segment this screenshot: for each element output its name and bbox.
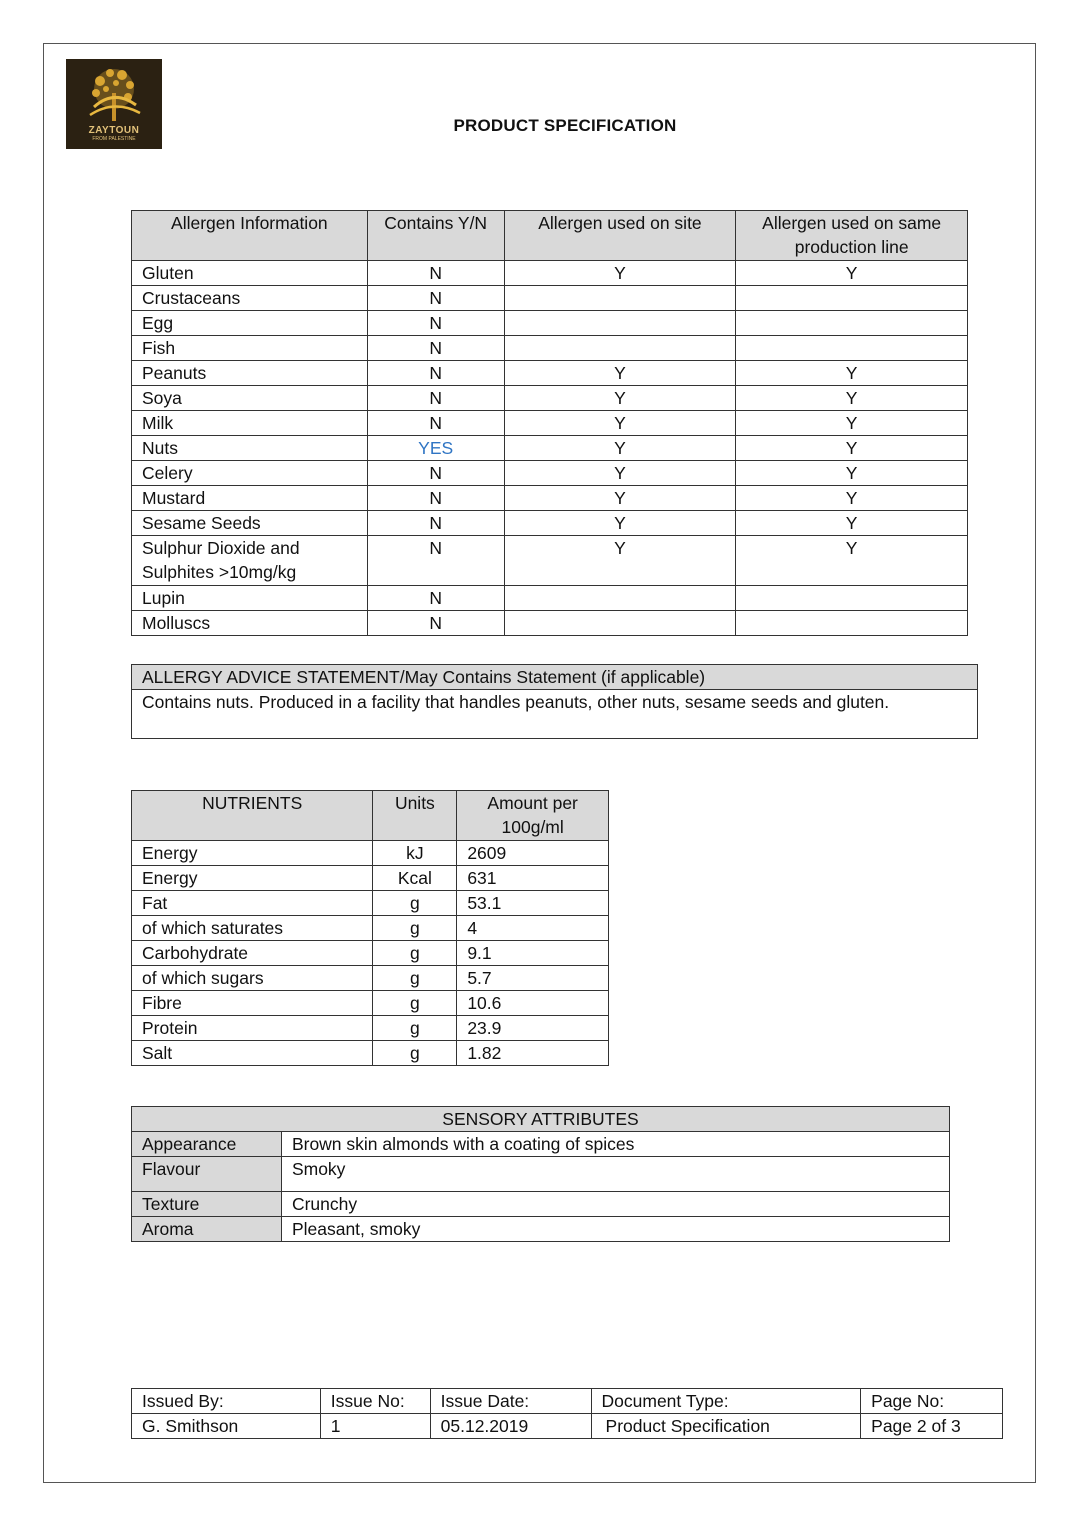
allergen-line (736, 311, 968, 336)
nutrient-amount: 4 (457, 916, 609, 941)
nutrient-amount: 9.1 (457, 941, 609, 966)
nutrient-unit: g (373, 1016, 457, 1041)
nutrient-unit: g (373, 991, 457, 1016)
allergen-site: Y (504, 411, 736, 436)
nutrient-unit: g (373, 916, 457, 941)
sensory-attr: Aroma (132, 1217, 282, 1242)
allergen-line: Y (736, 461, 968, 486)
table-row (132, 841, 609, 866)
table-row (132, 941, 609, 966)
allergen-contains: N (367, 586, 504, 611)
table-row (132, 1192, 950, 1217)
allergen-contains: N (367, 386, 504, 411)
allergen-contains: N (367, 261, 504, 286)
sensory-value: Brown skin almonds with a coating of spices (281, 1132, 949, 1157)
allergen-contains: YES (367, 436, 504, 461)
sensory-attr: Appearance (132, 1132, 282, 1157)
nutrient-name: of which sugars (132, 966, 373, 991)
nutrient-amount: 10.6 (457, 991, 609, 1016)
footer-page-no: Page 2 of 3 (861, 1414, 1003, 1439)
logo-subtext: FROM PALESTINE (92, 136, 136, 142)
nutrient-amount: 23.9 (457, 1016, 609, 1041)
nutrient-name: Salt (132, 1041, 373, 1066)
allergen-contains: N (367, 511, 504, 536)
table-row (132, 411, 968, 436)
nutrient-name: Energy (132, 866, 373, 891)
allergy-advice-text: Contains nuts. Produced in a facility that handles peanuts, other nuts, sesame seeds and gluten. (132, 690, 978, 739)
logo-text: ZAYTOUN (88, 125, 140, 136)
table-row (132, 261, 968, 286)
footer-issue-date: 05.12.2019 (430, 1414, 591, 1439)
allergen-site: Y (504, 461, 736, 486)
allergen-site: Y (504, 511, 736, 536)
nutrients-table (131, 790, 609, 1066)
allergen-name: Celery (132, 461, 368, 486)
nutrient-name: of which saturates (132, 916, 373, 941)
allergen-contains: N (367, 286, 504, 311)
nutrient-name: Energy (132, 841, 373, 866)
allergen-site (504, 336, 736, 361)
allergen-name: Sulphur Dioxide and Sulphites >10mg/kg (132, 536, 368, 586)
nutrient-unit: g (373, 966, 457, 991)
table-row (132, 1217, 950, 1242)
table-row (132, 461, 968, 486)
allergen-contains: N (367, 486, 504, 511)
allergen-contains: N (367, 411, 504, 436)
nutrients-header-name: NUTRIENTS (132, 791, 373, 841)
allergen-site: Y (504, 361, 736, 386)
table-row (132, 1157, 950, 1192)
nutrient-name: Fibre (132, 991, 373, 1016)
allergen-name: Soya (132, 386, 368, 411)
allergen-name: Lupin (132, 586, 368, 611)
allergen-site: Y (504, 536, 736, 586)
table-row (132, 336, 968, 361)
nutrient-unit: g (373, 891, 457, 916)
allergen-site (504, 311, 736, 336)
table-row (132, 286, 968, 311)
allergen-name: Gluten (132, 261, 368, 286)
allergen-header-contains: Contains Y/N (367, 211, 504, 261)
table-row (132, 486, 968, 511)
footer-label-document-type: Document Type: (591, 1389, 861, 1414)
allergen-line (736, 611, 968, 636)
table-row (132, 991, 609, 1016)
allergen-site: Y (504, 486, 736, 511)
allergen-site (504, 286, 736, 311)
allergen-line: Y (736, 411, 968, 436)
allergen-line: Y (736, 261, 968, 286)
table-row (132, 916, 609, 941)
allergen-name: Peanuts (132, 361, 368, 386)
sensory-header: SENSORY ATTRIBUTES (132, 1107, 950, 1132)
allergen-name: Fish (132, 336, 368, 361)
table-row (132, 1016, 609, 1041)
allergen-contains: N (367, 336, 504, 361)
page-title: PRODUCT SPECIFICATION (453, 116, 677, 135)
footer-issued-by: G. Smithson (132, 1414, 321, 1439)
allergen-site (504, 586, 736, 611)
table-row (132, 586, 968, 611)
table-row (132, 311, 968, 336)
allergen-line (736, 586, 968, 611)
allergen-name: Molluscs (132, 611, 368, 636)
allergen-name: Milk (132, 411, 368, 436)
allergen-line: Y (736, 486, 968, 511)
table-row (132, 1041, 609, 1066)
allergen-name: Mustard (132, 486, 368, 511)
sensory-value: Pleasant, smoky (281, 1217, 949, 1242)
nutrient-unit: Kcal (373, 866, 457, 891)
nutrients-header-amount: Amount per 100g/ml (457, 791, 609, 841)
allergen-name: Sesame Seeds (132, 511, 368, 536)
allergen-site (504, 611, 736, 636)
allergen-line: Y (736, 536, 968, 586)
nutrient-name: Fat (132, 891, 373, 916)
table-row (132, 891, 609, 916)
allergy-advice-header: ALLERGY ADVICE STATEMENT/May Contains Statement (if applicable) (132, 665, 978, 690)
sensory-attr: Flavour (132, 1157, 282, 1192)
table-row (132, 611, 968, 636)
allergen-contains: N (367, 611, 504, 636)
allergen-header-line: Allergen used on same production line (736, 211, 968, 261)
footer-label-issue-date: Issue Date: (430, 1389, 591, 1414)
allergy-advice-table (131, 664, 978, 739)
nutrient-name: Protein (132, 1016, 373, 1041)
sensory-value: Crunchy (281, 1192, 949, 1217)
nutrient-amount: 1.82 (457, 1041, 609, 1066)
allergen-line (736, 286, 968, 311)
allergen-name: Crustaceans (132, 286, 368, 311)
table-row (132, 866, 609, 891)
document-footer-table (131, 1388, 1003, 1439)
allergen-site: Y (504, 261, 736, 286)
nutrient-unit: g (373, 941, 457, 966)
sensory-attr: Texture (132, 1192, 282, 1217)
sensory-value: Smoky (281, 1157, 949, 1192)
nutrient-unit: kJ (373, 841, 457, 866)
allergen-line: Y (736, 386, 968, 411)
allergen-contains: N (367, 361, 504, 386)
allergen-name: Nuts (132, 436, 368, 461)
nutrient-amount: 5.7 (457, 966, 609, 991)
allergen-name: Egg (132, 311, 368, 336)
nutrient-amount: 631 (457, 866, 609, 891)
footer-label-issued-by: Issued By: (132, 1389, 321, 1414)
nutrient-amount: 2609 (457, 841, 609, 866)
allergen-line (736, 336, 968, 361)
footer-document-type: Product Specification (591, 1414, 861, 1439)
nutrient-name: Carbohydrate (132, 941, 373, 966)
footer-label-issue-no: Issue No: (320, 1389, 430, 1414)
table-row (132, 361, 968, 386)
allergen-site: Y (504, 436, 736, 461)
allergen-table (131, 210, 968, 636)
sensory-table (131, 1106, 950, 1242)
allergen-line: Y (736, 436, 968, 461)
allergen-line: Y (736, 511, 968, 536)
table-row (132, 1132, 950, 1157)
table-row (132, 511, 968, 536)
allergen-contains: N (367, 536, 504, 586)
allergen-header-info: Allergen Information (132, 211, 368, 261)
table-row (132, 436, 968, 461)
table-row (132, 536, 968, 586)
nutrient-unit: g (373, 1041, 457, 1066)
allergen-contains: N (367, 311, 504, 336)
footer-label-page-no: Page No: (861, 1389, 1003, 1414)
table-row (132, 386, 968, 411)
allergen-contains: N (367, 461, 504, 486)
allergen-line: Y (736, 361, 968, 386)
nutrient-amount: 53.1 (457, 891, 609, 916)
allergen-site: Y (504, 386, 736, 411)
table-row (132, 966, 609, 991)
footer-issue-no: 1 (320, 1414, 430, 1439)
allergen-header-site: Allergen used on site (504, 211, 736, 261)
nutrients-header-units: Units (373, 791, 457, 841)
